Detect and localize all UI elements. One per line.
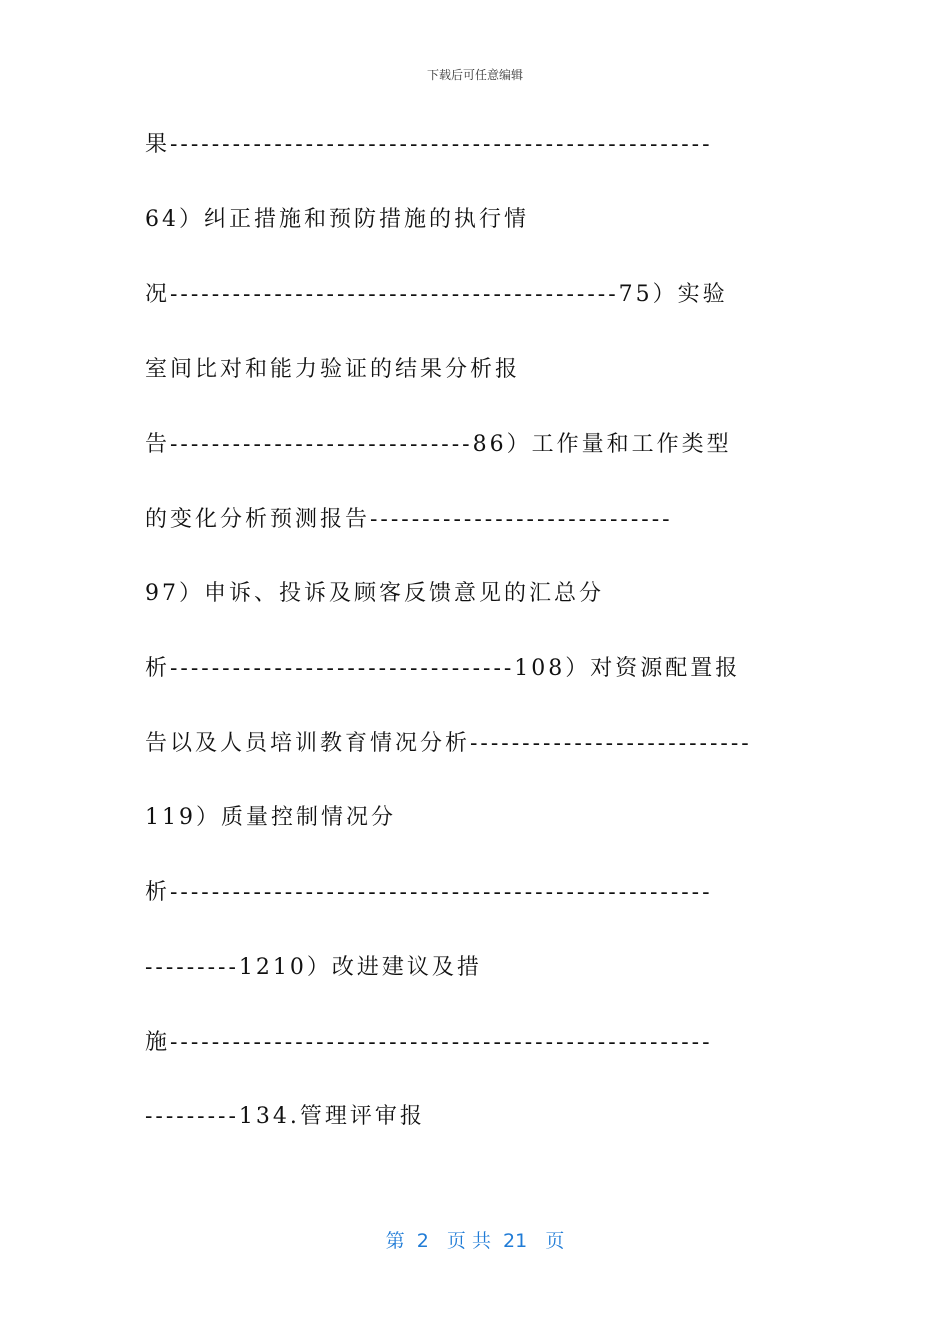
toc-line-8: 析---------------------------------108）对资源配置报 (145, 656, 741, 681)
toc-line-10: 119）质量控制情况分 (145, 805, 396, 830)
page-header: 下载后可任意编辑 (426, 68, 523, 82)
toc-line-6: 的变化分析预测报告----------------------------- (145, 507, 673, 532)
toc-line-5: 告-----------------------------86）工作量和工作类型 (145, 432, 732, 457)
toc-line-3: 况-------------------------------------------75）实验 (145, 282, 728, 307)
toc-line-7: 97）申诉、投诉及顾客反馈意见的汇总分 (145, 581, 604, 606)
toc-line-2: 64）纠正措施和预防措施的执行情 (145, 207, 529, 232)
page-footer: 第 2 页 共 21 页 (385, 1230, 565, 1252)
toc-line-4: 室间比对和能力验证的结果分析报 (145, 357, 521, 382)
toc-line-13: 施---------------------------------------------------- (145, 1030, 713, 1055)
toc-line-12: ---------1210）改进建议及措 (145, 955, 482, 980)
toc-line-1: 果---------------------------------------------------- (145, 132, 713, 157)
toc-line-11: 析---------------------------------------------------- (145, 880, 713, 905)
toc-line-14: ---------134.管理评审报 (145, 1104, 425, 1129)
toc-line-9: 告以及人员培训教育情况分析--------------------------- (145, 731, 752, 756)
